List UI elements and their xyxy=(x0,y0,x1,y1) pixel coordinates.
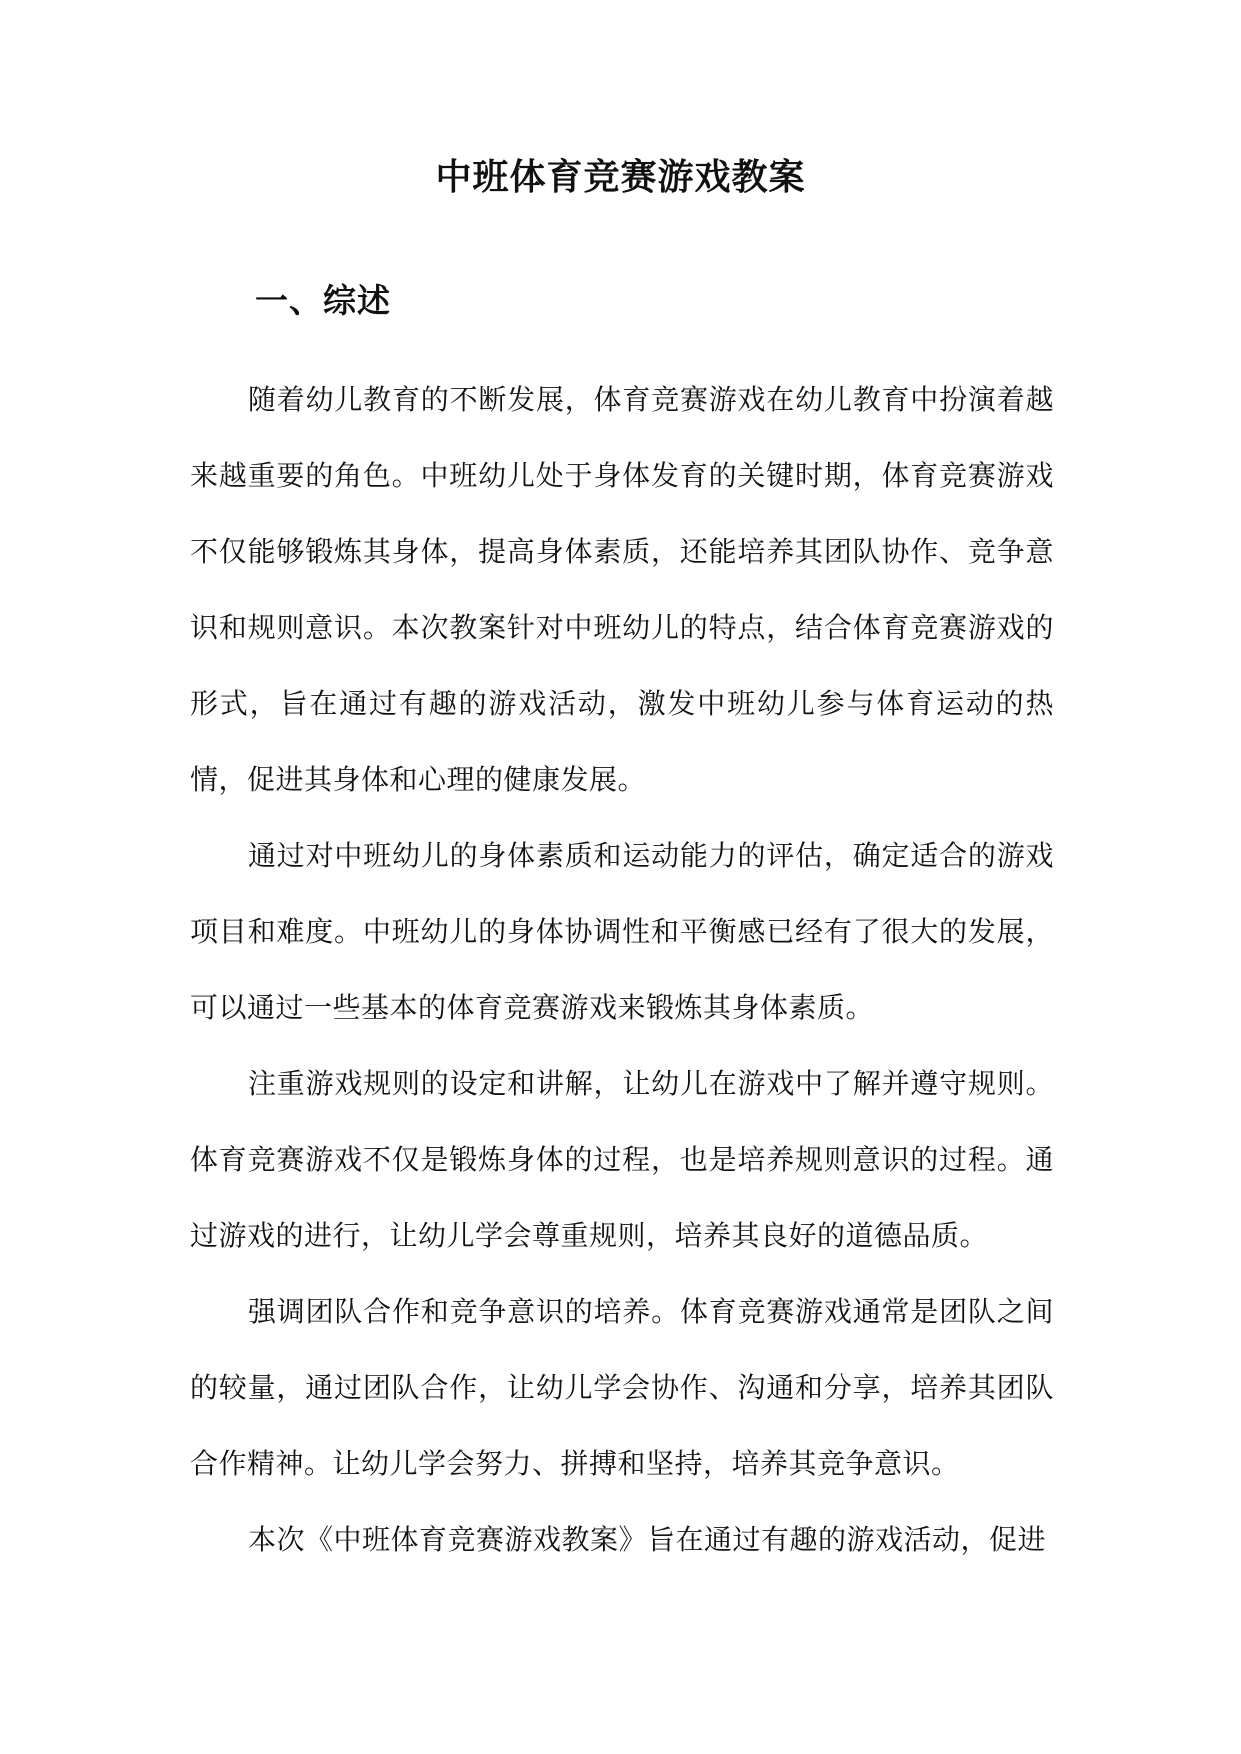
body-text xyxy=(190,362,1054,1578)
paragraph: 注重游戏规则的设定和讲解，让幼儿在游戏中了解并遵守规则。体育竞赛游戏不仅是锻炼身体的过程，也是培养规则意识的过程。通过游戏的进行，让幼儿学会尊重规则，培养其良好的道德品质。 xyxy=(190,1067,1054,1252)
section-heading: 一、综述 xyxy=(255,281,391,320)
document-title: 中班体育竞赛游戏教案 xyxy=(435,156,806,198)
paragraph: 强调团队合作和竞争意识的培养。体育竞赛游戏通常是团队之间的较量，通过团队合作，让幼儿学会协作、沟通和分享，培养其团队合作精神。让幼儿学会努力、拼搏和坚持，培养其竞争意识。 xyxy=(190,1295,1054,1480)
paragraph: 随着幼儿教育的不断发展，体育竞赛游戏在幼儿教育中扮演着越来越重要的角色。中班幼儿处于身体发育的关键时期，体育竞赛游戏不仅能够锻炼其身体，提高身体素质，还能培养其团队协作、竞争意识和规则意识。本次教案针对中班幼儿的特点，结合体育竞赛游戏的形式，旨在通过有趣的游戏活动，激发中班幼儿参与体育运动的热情，促进其身体和心理的健康发展。 xyxy=(190,383,1054,796)
paragraph: 本次《中班体育竞赛游戏教案》旨在通过有趣的游戏活动，促进 xyxy=(248,1523,1047,1556)
paragraph: 通过对中班幼儿的身体素质和运动能力的评估，确定适合的游戏项目和难度。中班幼儿的身体协调性和平衡感已经有了很大的发展，可以通过一些基本的体育竞赛游戏来锻炼其身体素质。 xyxy=(190,839,1054,1024)
